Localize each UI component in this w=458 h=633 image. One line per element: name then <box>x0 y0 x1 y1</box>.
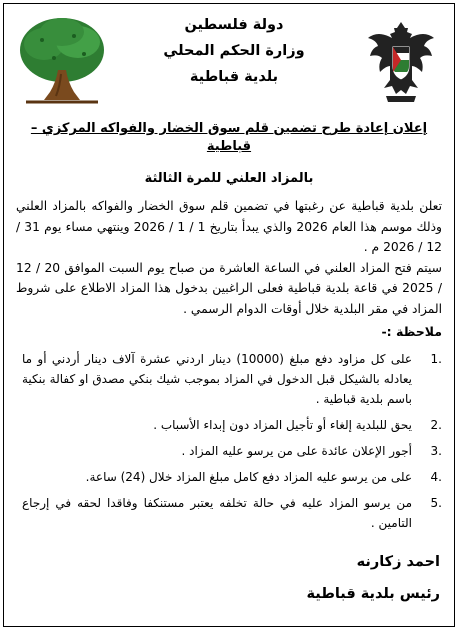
note-item <box>16 349 442 409</box>
note-item <box>16 467 442 487</box>
note-number: 4. <box>430 470 442 484</box>
note-text: على كل مزاود دفع مبلغ (10000) دينار اردني عشرة آلاف دينار أردني أو ما يعادله بالشيكل قبل الدخول في المزاد بموجب شيك بنكي مصدق او كفالة بنكية باسم بلدية قباطية . <box>22 352 412 406</box>
state-name: دولة فلسطين <box>184 17 284 33</box>
note-text: من يرسو المزاد عليه في حالة تخلفه يعتبر مستنكفا وفاقدا لحقه في إرجاع التامين . <box>22 496 412 530</box>
note-item <box>16 415 442 435</box>
signatory-name: احمد زكارنه <box>356 554 440 570</box>
ad-paragraph-1: تعلن بلدية قباطية عن رغبتها في تضمين قلم سوق الخضار والفواكه بالمزاد العلني وذلك موسم هذا العام 2026 والذي يبدأ بتاريخ 1 / 1 / 2026 وينتهي مساء يوم 31 / 12 / 2026 م . <box>16 199 442 254</box>
note-number: 3. <box>430 444 442 458</box>
signature-block <box>18 551 440 605</box>
advertisement-page <box>3 3 455 627</box>
ad-title-line-1: إعلان إعادة طرح تضمين قلم سوق الخضار والفواكه المركزي – قباطية <box>30 121 428 154</box>
ministry-name: وزارة الحكم المحلي <box>163 43 305 59</box>
note-number: 2. <box>430 418 442 432</box>
ad-paragraph-2: سيتم فتح المزاد العلني في الساعة العاشرة من صباح يوم السبت الموافق 20 / 12 / 2025 في قاعة بلدية قباطية فعلى الراغبين بدخول هذا المزاد الاطلاع على شروط المزاد في مقر البلدية خلال أوقات الدوام الرسمي . <box>16 260 442 316</box>
header <box>4 4 454 114</box>
note-text: أجور الإعلان عائدة على من يرسو عليه المزاد . <box>181 444 412 458</box>
note-number: 1. <box>430 352 442 366</box>
note-item <box>16 441 442 461</box>
note-text: يحق للبلدية إلغاء أو تأجيل المزاد دون إبداء الأسباب . <box>153 418 412 432</box>
ad-title <box>12 120 446 188</box>
municipality-tree-logo-icon <box>14 10 110 110</box>
note-item <box>16 493 442 533</box>
ad-title-line-2: بالمزاد العلني للمرة الثالثة <box>144 171 314 186</box>
note-text: على من يرسو عليه المزاد دفع كامل مبلغ المزاد خلال (24) ساعة. <box>85 470 412 484</box>
note-number: 5. <box>430 496 442 510</box>
signatory-title: رئيس بلدية قباطية <box>306 586 440 602</box>
header-text <box>134 12 334 90</box>
municipality-name: بلدية قباطية <box>189 69 279 85</box>
notes-heading: ملاحظة :- <box>381 324 442 339</box>
notes-list <box>16 349 442 533</box>
ad-body <box>16 196 442 319</box>
palestine-eagle-emblem-icon <box>364 16 438 106</box>
